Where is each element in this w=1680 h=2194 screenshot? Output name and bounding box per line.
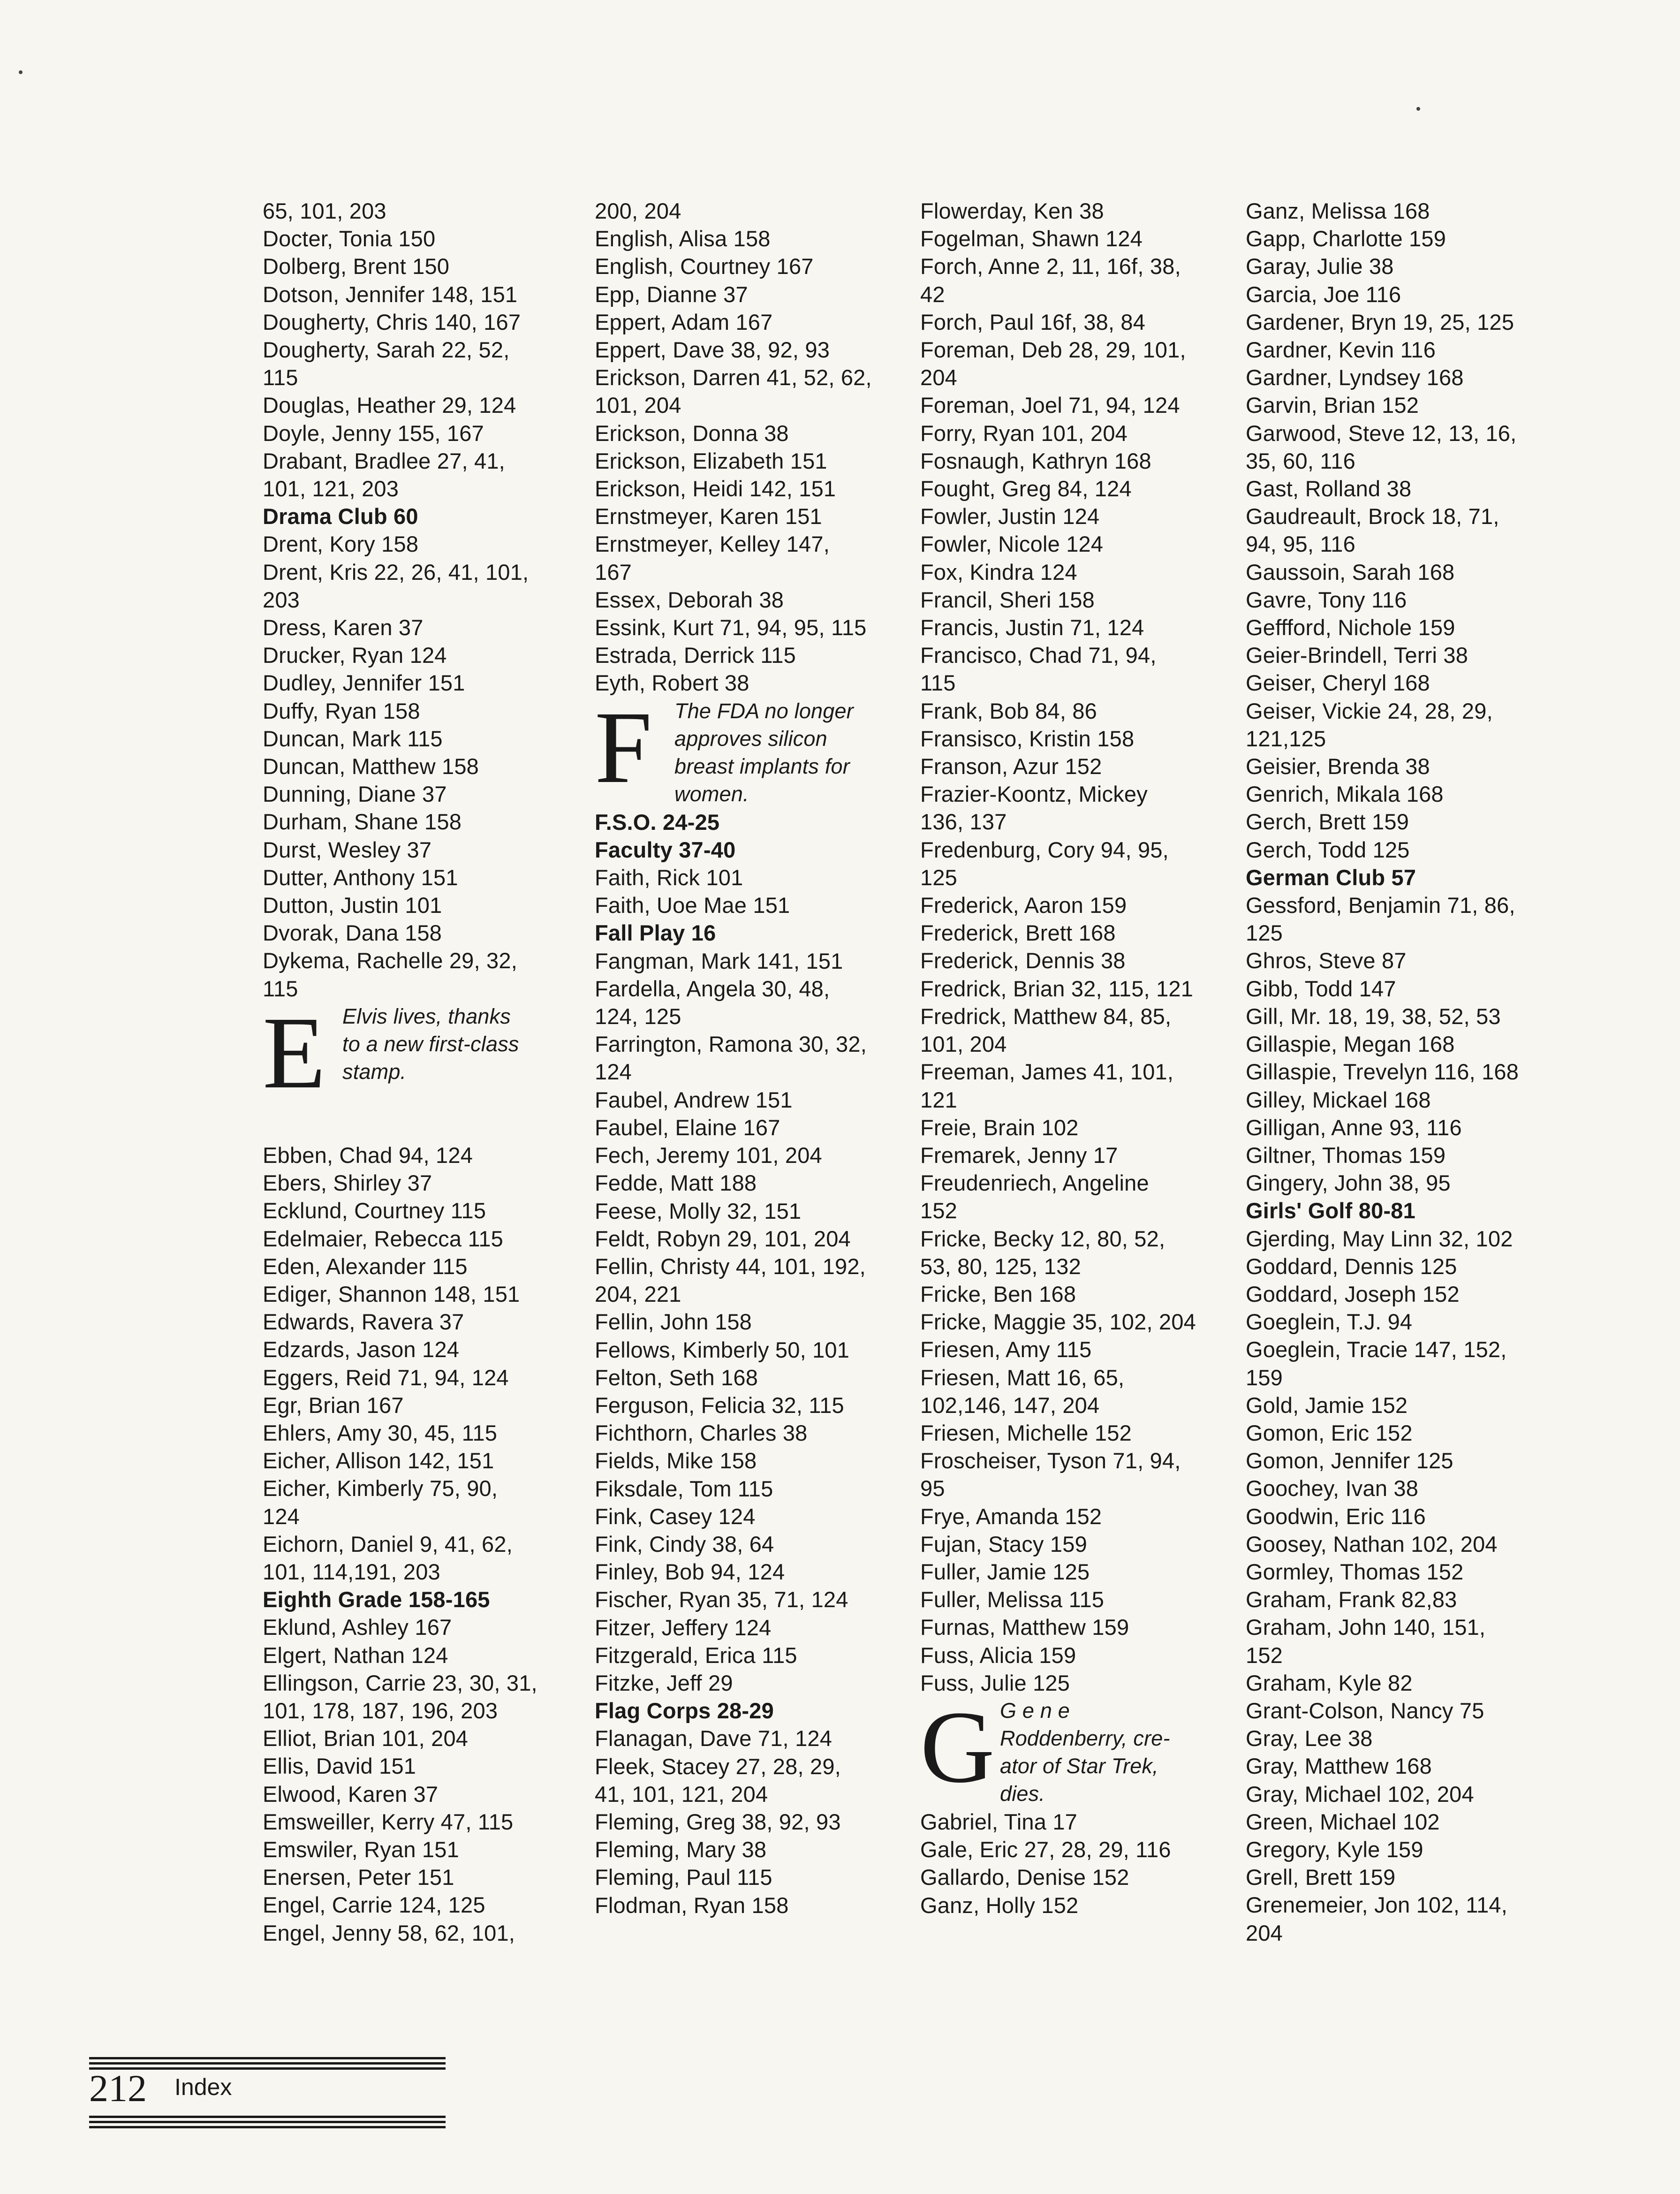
index-entry: Ebben, Chad 94, 124: [263, 1142, 473, 1168]
index-entry: Gray, Matthew 168: [1246, 1754, 1432, 1779]
index-entry: Graham, Frank 82,83: [1246, 1587, 1457, 1612]
index-entry: Fichthorn, Charles 38: [595, 1420, 808, 1446]
index-entry: Gregory, Kyle 159: [1246, 1837, 1423, 1862]
index-entry: 101, 114,191, 203: [263, 1559, 440, 1584]
index-entry: Fricke, Ben 168: [920, 1281, 1076, 1306]
index-entry: Fuss, Julie 125: [920, 1670, 1070, 1695]
index-entry: Frederick, Brett 168: [920, 920, 1116, 946]
index-entry: Friesen, Matt 16, 65,: [920, 1365, 1125, 1390]
news-caption: G e n e Roddenberry, cre- ator of Star Trek, dies.: [1000, 1698, 1170, 1806]
index-entry: Graham, Kyle 82: [1246, 1670, 1413, 1695]
index-entry: Fleek, Stacey 27, 28, 29,: [595, 1754, 841, 1779]
index-entry: Dykema, Rachelle 29, 32,: [263, 948, 517, 973]
index-entry: 200, 204: [595, 198, 681, 223]
index-entry: Gessford, Benjamin 71, 86,: [1246, 893, 1515, 918]
index-entry: Fellin, John 158: [595, 1309, 752, 1335]
news-caption: Elvis lives, thanks to a new first-class stamp.: [342, 1004, 519, 1084]
index-entry: Dutter, Anthony 151: [263, 865, 458, 890]
index-entry: Drucker, Ryan 124: [263, 643, 447, 668]
index-entry: Gerch, Brett 159: [1246, 809, 1409, 835]
index-entry: Erickson, Elizabeth 151: [595, 448, 827, 473]
index-entry: Eicher, Allison 142, 151: [263, 1448, 494, 1473]
index-entry: 115: [263, 365, 298, 390]
index-entry: 53, 80, 125, 132: [920, 1253, 1081, 1279]
index-entry: Duncan, Mark 115: [263, 726, 443, 751]
index-entry: Gapp, Charlotte 159: [1246, 226, 1446, 251]
index-entry: Fields, Mike 158: [595, 1448, 757, 1473]
index-entry: Fedde, Matt 188: [595, 1170, 757, 1196]
index-entry: Faith, Uoe Mae 151: [595, 893, 790, 918]
index-entry: Fox, Kindra 124: [920, 559, 1077, 585]
index-section-heading: Girls' Golf 80-81: [1246, 1198, 1415, 1223]
index-entry: 152: [920, 1198, 958, 1223]
index-entry: Ecklund, Courtney 115: [263, 1198, 486, 1223]
index-entry: 204: [920, 365, 958, 390]
index-entry: Goosey, Nathan 102, 204: [1246, 1531, 1498, 1556]
index-entry: 204, 221: [595, 1282, 681, 1307]
footer-rule: [89, 2057, 446, 2059]
index-entry: Gaudreault, Brock 18, 71,: [1246, 504, 1499, 529]
index-entry: Gormley, Thomas 152: [1246, 1559, 1464, 1584]
footer-rule: [89, 2116, 446, 2118]
index-entry: Fiksdale, Tom 115: [595, 1476, 773, 1501]
index-entry: Doyle, Jenny 155, 167: [263, 420, 484, 446]
index-entry: 42: [920, 281, 945, 307]
index-entry: Gill, Mr. 18, 19, 38, 52, 53: [1246, 1003, 1501, 1029]
index-entry: Gingery, John 38, 95: [1246, 1170, 1451, 1196]
index-entry: Fuss, Alicia 159: [920, 1642, 1076, 1668]
index-entry: Geffford, Nichole 159: [1246, 615, 1455, 640]
index-entry: Frederick, Dennis 38: [920, 948, 1126, 973]
index-entry: Geiser, Cheryl 168: [1246, 670, 1430, 696]
index-entry: Flanagan, Dave 71, 124: [595, 1726, 832, 1751]
index-column-2: [595, 197, 909, 1919]
index-entry: Gilligan, Anne 93, 116: [1246, 1115, 1462, 1140]
index-entry: Finley, Bob 94, 124: [595, 1559, 785, 1585]
index-entry: Grenemeier, Jon 102, 114,: [1246, 1892, 1508, 1918]
index-section-heading: Eighth Grade 158-165: [263, 1587, 490, 1612]
index-entry: Gardener, Bryn 19, 25, 125: [1246, 309, 1514, 334]
index-entry: Edwards, Ravera 37: [263, 1309, 464, 1335]
index-entry: Gast, Rolland 38: [1246, 476, 1412, 501]
index-entry: Drent, Kris 22, 26, 41, 101,: [263, 559, 529, 585]
index-entry: Ediger, Shannon 148, 151: [263, 1281, 520, 1306]
page-number: 212: [89, 2067, 147, 2110]
index-entry: 102,146, 147, 204: [920, 1392, 1100, 1418]
index-entry: Fought, Greg 84, 124: [920, 476, 1132, 501]
index-entry: Erickson, Heidi 142, 151: [595, 476, 836, 501]
index-entry: Gomon, Eric 152: [1246, 1420, 1413, 1445]
index-entry: 125: [920, 865, 958, 890]
index-entry: Garcia, Joe 116: [1246, 281, 1401, 307]
index-entry: Genrich, Mikala 168: [1246, 782, 1444, 807]
index-entry: Gomon, Jennifer 125: [1246, 1448, 1453, 1473]
index-entry: Dress, Karen 37: [263, 615, 424, 640]
index-entry: 101, 121, 203: [263, 476, 399, 501]
index-entry: Dvorak, Dana 158: [263, 920, 442, 946]
index-entry: Foreman, Joel 71, 94, 124: [920, 393, 1180, 418]
index-entry: Frank, Bob 84, 86: [920, 698, 1097, 723]
index-entry: Frazier-Koontz, Mickey: [920, 782, 1148, 807]
index-entry: Garvin, Brian 152: [1246, 393, 1419, 418]
index-entry: Eicher, Kimberly 75, 90,: [263, 1476, 498, 1501]
index-entry: Fredrick, Brian 32, 115, 121: [920, 976, 1194, 1001]
index-entry: Frye, Amanda 152: [920, 1503, 1102, 1529]
index-entry: Ellingson, Carrie 23, 30, 31,: [263, 1670, 537, 1695]
index-entry: Furnas, Matthew 159: [920, 1615, 1129, 1640]
index-entry: Enersen, Peter 151: [263, 1865, 454, 1890]
index-entry: Frederick, Aaron 159: [920, 893, 1127, 918]
index-entry: Goddard, Dennis 125: [1246, 1253, 1457, 1279]
index-entry: Forch, Paul 16f, 38, 84: [920, 309, 1146, 334]
index-entry: Graham, John 140, 151,: [1246, 1615, 1486, 1640]
index-entry: Faith, Rick 101: [595, 865, 743, 890]
footer-rule: [89, 2126, 446, 2128]
index-entry: Feldt, Robyn 29, 101, 204: [595, 1226, 851, 1251]
index-entry: Gilley, Mickael 168: [1246, 1087, 1431, 1112]
index-entry: 121,125: [1246, 726, 1326, 751]
index-entry: Faubel, Elaine 167: [595, 1115, 780, 1140]
index-entry: Essex, Deborah 38: [595, 587, 784, 612]
index-entry: Gillaspie, Megan 168: [1246, 1032, 1455, 1057]
index-entry: Eppert, Adam 167: [595, 309, 773, 334]
index-entry: Erickson, Donna 38: [595, 420, 789, 446]
index-column-4: [1246, 197, 1569, 1947]
index-entry: Docter, Tonia 150: [263, 226, 436, 251]
index-entry: Goodwin, Eric 116: [1246, 1503, 1426, 1529]
index-entry: Gerch, Todd 125: [1246, 837, 1410, 862]
index-entry: Gjerding, May Linn 32, 102: [1246, 1226, 1513, 1251]
index-entry: Flowerday, Ken 38: [920, 198, 1104, 223]
index-entry: Eggers, Reid 71, 94, 124: [263, 1365, 509, 1390]
index-entry: Fricke, Maggie 35, 102, 204: [920, 1309, 1196, 1335]
index-entry: Francil, Sheri 158: [920, 587, 1095, 612]
index-entry: Gardner, Lyndsey 168: [1246, 365, 1464, 390]
index-entry: Ernstmeyer, Karen 151: [595, 504, 822, 529]
footer-rule: [89, 2121, 446, 2123]
index-entry: Dougherty, Chris 140, 167: [263, 309, 521, 334]
index-entry: Froscheiser, Tyson 71, 94,: [920, 1448, 1181, 1473]
index-entry: 124, 125: [595, 1004, 681, 1029]
index-entry: English, Courtney 167: [595, 254, 814, 279]
drop-cap-letter: G: [920, 1689, 995, 1804]
index-entry: 203: [263, 587, 300, 612]
index-entry: 121: [920, 1087, 958, 1112]
index-entry: Gabriel, Tina 17: [920, 1809, 1077, 1834]
index-entry: Grell, Brett 159: [1246, 1865, 1396, 1890]
index-entry: Eichorn, Daniel 9, 41, 62,: [263, 1531, 513, 1556]
index-entry: Goochey, Ivan 38: [1246, 1476, 1419, 1501]
index-entry: Gale, Eric 27, 28, 29, 116: [920, 1837, 1171, 1862]
index-entry: Dolberg, Brent 150: [263, 254, 450, 279]
index-entry: Flodman, Ryan 158: [595, 1892, 789, 1918]
index-entry: 115: [920, 670, 956, 696]
index-entry: Fujan, Stacy 159: [920, 1531, 1087, 1556]
index-entry: Eppert, Dave 38, 92, 93: [595, 337, 830, 363]
index-entry: Gardner, Kevin 116: [1246, 337, 1436, 363]
index-entry: Fricke, Becky 12, 80, 52,: [920, 1226, 1165, 1251]
index-entry: 41, 101, 121, 204: [595, 1781, 768, 1807]
index-entry: Fitzke, Jeff 29: [595, 1670, 733, 1695]
index-entry: Elliot, Brian 101, 204: [263, 1726, 469, 1751]
index-entry: Durst, Wesley 37: [263, 837, 432, 862]
index-entry: Fellows, Kimberly 50, 101: [595, 1337, 850, 1362]
index-entry: Egr, Brian 167: [263, 1392, 404, 1418]
index-entry: Geisier, Brenda 38: [1246, 754, 1430, 779]
index-entry: Garay, Julie 38: [1246, 254, 1394, 279]
index-entry: Dotson, Jennifer 148, 151: [263, 281, 518, 307]
index-entry: Duffy, Ryan 158: [263, 698, 420, 723]
index-entry: Farrington, Ramona 30, 32,: [595, 1032, 867, 1057]
index-entry: Fitzer, Jeffery 124: [595, 1615, 772, 1640]
index-entry: Erickson, Darren 41, 52, 62,: [595, 365, 872, 390]
index-entry: 124: [595, 1059, 632, 1085]
index-entry: Edzards, Jason 124: [263, 1337, 460, 1362]
index-entry: Douglas, Heather 29, 124: [263, 393, 516, 418]
index-entry: Fleming, Paul 115: [595, 1865, 772, 1890]
index-entry: Ganz, Holly 152: [920, 1892, 1079, 1918]
index-entry: Dougherty, Sarah 22, 52,: [263, 337, 510, 363]
index-entry: 101, 204: [920, 1032, 1007, 1057]
index-entry: Drent, Kory 158: [263, 531, 419, 557]
index-entry: Gibb, Todd 147: [1246, 976, 1396, 1001]
index-entry: Emsweiller, Kerry 47, 115: [263, 1809, 514, 1834]
index-entry: Gavre, Tony 116: [1246, 587, 1407, 612]
index-entry: Gray, Michael 102, 204: [1246, 1781, 1474, 1807]
drop-cap-letter: E: [263, 995, 326, 1110]
index-entry: 115: [263, 976, 298, 1001]
index-section-heading: German Club 57: [1246, 865, 1416, 890]
index-entry: Fredenburg, Cory 94, 95,: [920, 837, 1169, 862]
index-section-heading: Faculty 37-40: [595, 837, 736, 862]
index-entry: Fowler, Nicole 124: [920, 531, 1104, 557]
index-entry: 101, 204: [595, 393, 681, 418]
index-entry: Fleming, Greg 38, 92, 93: [595, 1809, 841, 1834]
index-entry: 124: [263, 1503, 300, 1529]
index-entry: Estrada, Derrick 115: [595, 643, 796, 668]
index-entry: Engel, Carrie 124, 125: [263, 1892, 485, 1918]
index-entry: Essink, Kurt 71, 94, 95, 115: [595, 615, 867, 640]
index-entry: Feese, Molly 32, 151: [595, 1198, 802, 1223]
index-entry: Felton, Seth 168: [595, 1365, 758, 1390]
index-entry: 125: [1246, 920, 1283, 946]
index-entry: Garwood, Steve 12, 13, 16,: [1246, 420, 1517, 446]
index-entry: Friesen, Amy 115: [920, 1337, 1092, 1362]
index-entry: 35, 60, 116: [1246, 448, 1355, 473]
index-entry: Green, Michael 102: [1246, 1809, 1440, 1834]
index-entry: Gallardo, Denise 152: [920, 1865, 1129, 1890]
index-entry: Gray, Lee 38: [1246, 1726, 1373, 1751]
index-entry: Fogelman, Shawn 124: [920, 226, 1143, 251]
index-entry: Fellin, Christy 44, 101, 192,: [595, 1253, 866, 1279]
index-entry: Fink, Cindy 38, 64: [595, 1531, 774, 1556]
index-section-heading: Flag Corps 28-29: [595, 1698, 774, 1723]
index-entry: Foreman, Deb 28, 29, 101,: [920, 337, 1186, 363]
index-entry: Fowler, Justin 124: [920, 504, 1100, 529]
index-entry: Dutton, Justin 101: [263, 893, 442, 918]
index-entry: Franson, Azur 152: [920, 754, 1102, 779]
index-entry: 204: [1246, 1920, 1283, 1945]
news-caption: The FDA no longer approves silicon breast implants for women.: [674, 698, 854, 806]
index-entry: Drabant, Bradlee 27, 41,: [263, 448, 505, 473]
index-entry: Elwood, Karen 37: [263, 1781, 439, 1807]
index-entry: Goeglein, T.J. 94: [1246, 1309, 1413, 1335]
index-entry: Ghros, Steve 87: [1246, 948, 1407, 973]
index-column-1: [263, 197, 577, 1947]
index-entry: Fleming, Mary 38: [595, 1837, 767, 1862]
index-entry: Giltner, Thomas 159: [1246, 1142, 1446, 1168]
index-entry: Francisco, Chad 71, 94,: [920, 643, 1157, 668]
index-entry: Fredrick, Matthew 84, 85,: [920, 1003, 1172, 1029]
scan-speck: [1416, 107, 1420, 111]
index-entry: Gold, Jamie 152: [1246, 1392, 1408, 1418]
index-entry: Forch, Anne 2, 11, 16f, 38,: [920, 254, 1181, 279]
index-entry: Ellis, David 151: [263, 1754, 416, 1779]
index-entry: Elgert, Nathan 124: [263, 1642, 448, 1668]
index-entry: Gillaspie, Trevelyn 116, 168: [1246, 1059, 1519, 1085]
index-entry: Fech, Jeremy 101, 204: [595, 1143, 822, 1168]
index-entry: 94, 95, 116: [1246, 531, 1355, 557]
letter-feature-e: [263, 995, 577, 1141]
section-label: Index: [174, 2074, 232, 2100]
index-entry: Engel, Jenny 58, 62, 101,: [263, 1920, 515, 1945]
index-entry: Fischer, Ryan 35, 71, 124: [595, 1587, 848, 1612]
index-entry: Emswiler, Ryan 151: [263, 1837, 459, 1862]
index-entry: Durham, Shane 158: [263, 809, 462, 835]
index-entry: Fitzgerald, Erica 115: [595, 1642, 797, 1668]
letter-feature-f: [595, 690, 909, 808]
scan-speck: [19, 70, 23, 74]
index-entry: Fosnaugh, Kathryn 168: [920, 448, 1151, 473]
index-entry: Fuller, Melissa 115: [920, 1587, 1105, 1612]
index-entry: Fransisco, Kristin 158: [920, 726, 1135, 751]
index-entry: 159: [1246, 1365, 1283, 1390]
index-entry: Eyth, Robert 38: [595, 670, 749, 696]
index-entry: 167: [595, 559, 632, 585]
index-entry: Fuller, Jamie 125: [920, 1559, 1090, 1584]
index-entry: Geiser, Vickie 24, 28, 29,: [1246, 698, 1493, 723]
footer-rule: [89, 2062, 446, 2065]
index-entry: Ferguson, Felicia 32, 115: [595, 1392, 844, 1418]
index-entry: Fremarek, Jenny 17: [920, 1142, 1118, 1168]
index-entry: Eden, Alexander 115: [263, 1253, 468, 1279]
index-entry: Goeglein, Tracie 147, 152,: [1246, 1337, 1507, 1362]
index-entry: Dunning, Diane 37: [263, 782, 447, 807]
index-entry: English, Alisa 158: [595, 226, 771, 251]
index-entry: Faubel, Andrew 151: [595, 1087, 793, 1112]
index-entry: Freeman, James 41, 101,: [920, 1059, 1174, 1085]
index-section-heading: Drama Club 60: [263, 504, 418, 529]
index-entry: Freie, Brain 102: [920, 1115, 1079, 1140]
index-entry: Fangman, Mark 141, 151: [595, 948, 843, 973]
index-entry: 95: [920, 1476, 945, 1501]
index-entry: Francis, Justin 71, 124: [920, 615, 1144, 640]
letter-feature-g: [920, 1689, 1244, 1808]
index-entry: 101, 178, 187, 196, 203: [263, 1698, 498, 1723]
index-entry: Geier-Brindell, Terri 38: [1246, 643, 1468, 668]
index-entry: Fardella, Angela 30, 48,: [595, 976, 830, 1001]
index-entry: Ehlers, Amy 30, 45, 115: [263, 1420, 498, 1445]
drop-cap-letter: F: [595, 690, 652, 805]
index-entry: Ernstmeyer, Kelley 147,: [595, 531, 830, 557]
index-section-heading: F.S.O. 24-25: [595, 809, 720, 835]
index-entry: Edelmaier, Rebecca 115: [263, 1226, 504, 1251]
index-section-heading: Fall Play 16: [595, 920, 716, 946]
index-entry: Goddard, Joseph 152: [1246, 1281, 1460, 1306]
index-entry: 65, 101, 203: [263, 198, 386, 223]
index-entry: Ganz, Melissa 168: [1246, 198, 1430, 223]
index-entry: Fink, Casey 124: [595, 1503, 756, 1529]
index-column-3: [920, 197, 1244, 1919]
index-entry: Ebers, Shirley 37: [263, 1170, 432, 1196]
index-entry: 136, 137: [920, 809, 1007, 835]
index-entry: Gaussoin, Sarah 168: [1246, 559, 1455, 585]
index-entry: Freudenriech, Angeline: [920, 1170, 1149, 1196]
index-entry: 152: [1246, 1642, 1283, 1668]
index-entry: Epp, Dianne 37: [595, 281, 748, 307]
index-entry: Friesen, Michelle 152: [920, 1420, 1132, 1445]
index-entry: Duncan, Matthew 158: [263, 754, 479, 779]
index-entry: Eklund, Ashley 167: [263, 1615, 452, 1640]
index-entry: Forry, Ryan 101, 204: [920, 420, 1128, 446]
index-entry: Dudley, Jennifer 151: [263, 670, 465, 696]
index-entry: Grant-Colson, Nancy 75: [1246, 1698, 1484, 1723]
